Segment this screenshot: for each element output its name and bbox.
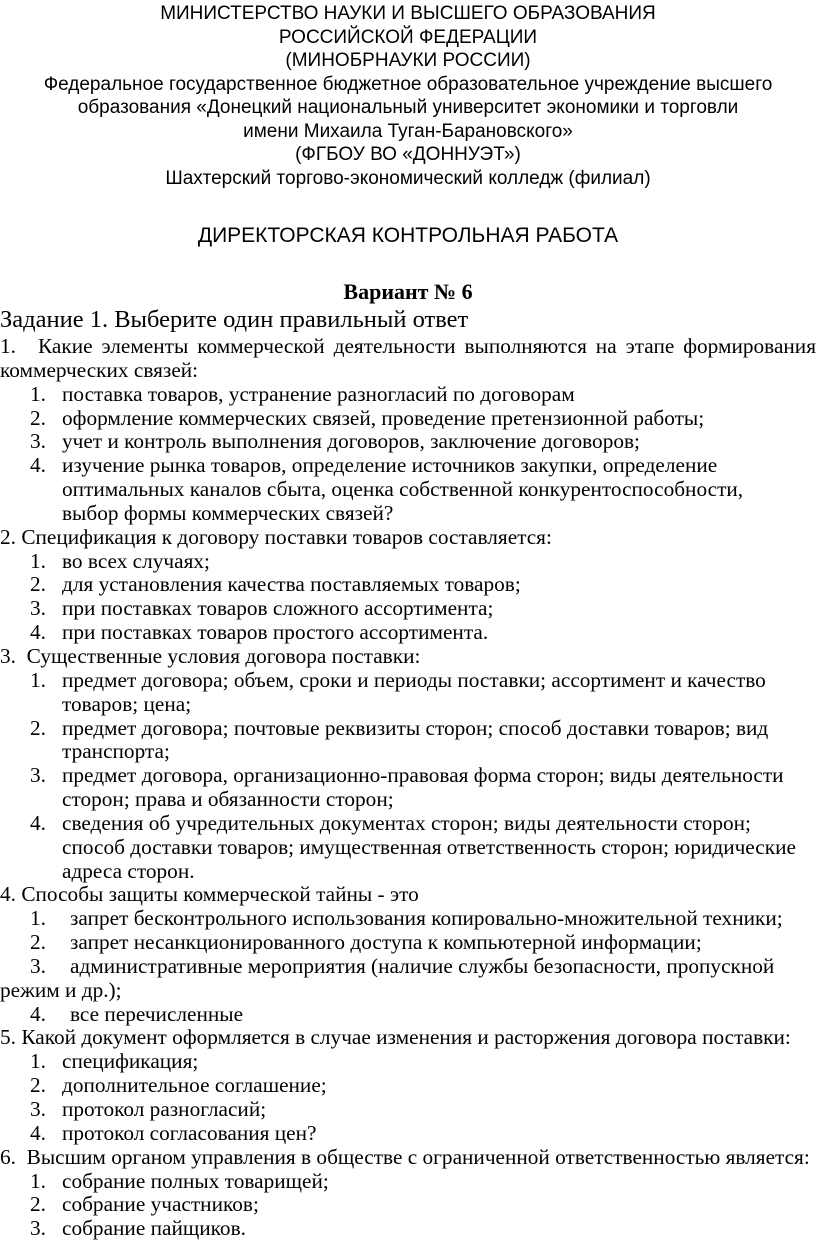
option-number: 4. [30,1001,46,1026]
header-line: Шахтерский торгово-экономический колледж (филиал) [165,167,651,189]
option-number: 3. [30,763,46,788]
option-number: 1. [30,381,46,406]
option [0,1122,816,1146]
header-line: МИНИСТЕРСТВО НАУКИ И ВЫСШЕГО ОБРАЗОВАНИЯ [160,3,656,24]
option [0,621,816,645]
option [0,907,816,931]
option-text: сведения об учредительных документах сторон; виды деятельности сторон; способ доставки товаров; имущественная ответственность сторон; юридические адреса сторон. [62,810,796,883]
option-text: учет и контроль выполнения договоров, заключение договоров; [62,429,640,454]
task-heading: Задание 1. Выберите один правильный ответ [0,306,469,333]
option-number: 2. [30,930,46,955]
option [0,573,816,597]
option-text: оформление коммерческих связей, проведение претензионной работы; [62,405,705,430]
option [0,407,816,431]
option [0,550,816,574]
option-text: запрет несанкционированного доступа к компьютерной информации; [70,930,702,955]
option-number: 3. [30,429,46,454]
option-number: 4. [30,620,46,645]
option-number: 2. [30,572,46,597]
question-number: 4. [0,882,16,907]
option [0,1050,816,1074]
option-text: дополнительное соглашение; [62,1073,327,1098]
option-text: протокол согласования цен? [62,1120,317,1145]
option [0,1003,816,1027]
option [0,383,816,407]
option [0,1074,816,1098]
header-line: (ФГБОУ ВО «ДОННУЭТ») [295,144,521,165]
option-number: 4. [30,810,46,835]
option-number: 2. [30,1192,46,1217]
header-line: Федеральное государственное бюджетное образовательное учреждение высшего [43,73,773,95]
option-text: собрание полных товарищей; [62,1168,329,1193]
option-text: спецификация; [62,1049,199,1074]
option-number: 4. [30,453,46,478]
option [0,931,816,955]
option [0,597,816,621]
option-number: 4. [30,1120,46,1145]
option-number: 1. [30,1049,46,1074]
header-line: (МИНОБРНАУКИ РОССИИ) [285,50,531,71]
option-text: во всех случаях; [62,548,210,573]
header-line: образования «Донецкий национальный университет экономики и торговли [77,97,739,118]
option-number: 2. [30,405,46,430]
question-number: 5. [0,1025,16,1050]
option-text: изучение рынка товаров, определение источников закупки, определение оптимальных каналов сбыта, оценка собственной конкурентоспособности, выбор формы коммерческих связей? [62,453,744,525]
question-6 [0,1146,816,1170]
option-number: 3. [30,596,46,621]
option [0,454,816,526]
option-number: 2. [30,1073,46,1098]
option-text: все перечисленные [70,1001,244,1026]
option-text: при поставках товаров сложного ассортимента; [62,596,494,621]
option-number: 3. [30,1097,46,1121]
question-number: 6. [0,1144,16,1169]
option-text: при поставках товаров простого ассортимента. [62,620,489,645]
option-text: предмет договора; объем, сроки и периоды поставки; ассортимент и качество товаров; цена; [62,667,766,716]
question-number: 2. [0,524,16,549]
question-2 [0,526,816,550]
option-number: 2. [30,715,46,740]
document-title: ДИРЕКТОРСКАЯ КОНТРОЛЬНАЯ РАБОТА [197,224,619,247]
option [0,1193,816,1217]
question-text: Какие элементы коммерческой деятельности выполняются на этапе формирования коммерческих связей: [0,334,816,382]
question-text: Какой документ оформляется в случае изменения и расторжения договора поставки: [21,1025,791,1050]
option [0,1170,816,1194]
option-text: предмет договора, организационно-правовая форма сторон; виды деятельности сторон; права и обязанности сторон; [62,763,784,812]
question-3 [0,645,816,669]
option-number: 1. [30,1168,46,1193]
option-text: собрание участников; [62,1192,259,1217]
question-number: 1. [0,334,16,358]
question-text: Высшим органом управления в обществе с ограниченной ответственностью является: [26,1144,810,1169]
header-line: РОССИЙСКОЙ ФЕДЕРАЦИИ [278,26,538,48]
question-1 [0,335,816,383]
question-4 [0,883,816,907]
option-text: поставка товаров, устранение разногласий по договорам [62,381,575,406]
option-text: собрание пайщиков. [62,1216,246,1241]
question-text: Спецификация к договору поставки товаров составляется: [21,524,552,549]
option [0,669,816,717]
option [0,1098,816,1122]
option-number: 1. [30,906,46,931]
questions [0,335,816,1241]
option-number: 3. [30,1216,46,1241]
option [0,430,816,454]
variant-heading: Вариант № 6 [343,279,473,304]
option-number: 3. [30,953,46,978]
option [0,955,816,1003]
option-text: административные мероприятия (наличие службы безопасности, пропускной режим и др.); [0,953,775,1002]
header-line: имени Михаила Туган-Барановского» [243,120,573,142]
question-5 [0,1026,816,1050]
option [0,1217,816,1241]
question-text: Способы защиты коммерческой тайны - это [21,882,419,907]
option-number: 1. [30,548,46,573]
document-header [0,2,816,190]
option [0,812,816,884]
option-text: протокол разногласий; [62,1097,267,1121]
option-text: предмет договора; почтовые реквизиты сторон; способ доставки товаров; вид транспорта; [62,715,769,764]
option-number: 1. [30,667,46,692]
question-number: 3. [0,643,16,668]
option [0,764,816,812]
option-text: запрет бесконтрольного использования копировально-множительной техники; [70,906,783,931]
question-text: Существенные условия договора поставки: [26,643,421,668]
option [0,717,816,765]
option-text: для установления качества поставляемых товаров; [62,572,521,597]
